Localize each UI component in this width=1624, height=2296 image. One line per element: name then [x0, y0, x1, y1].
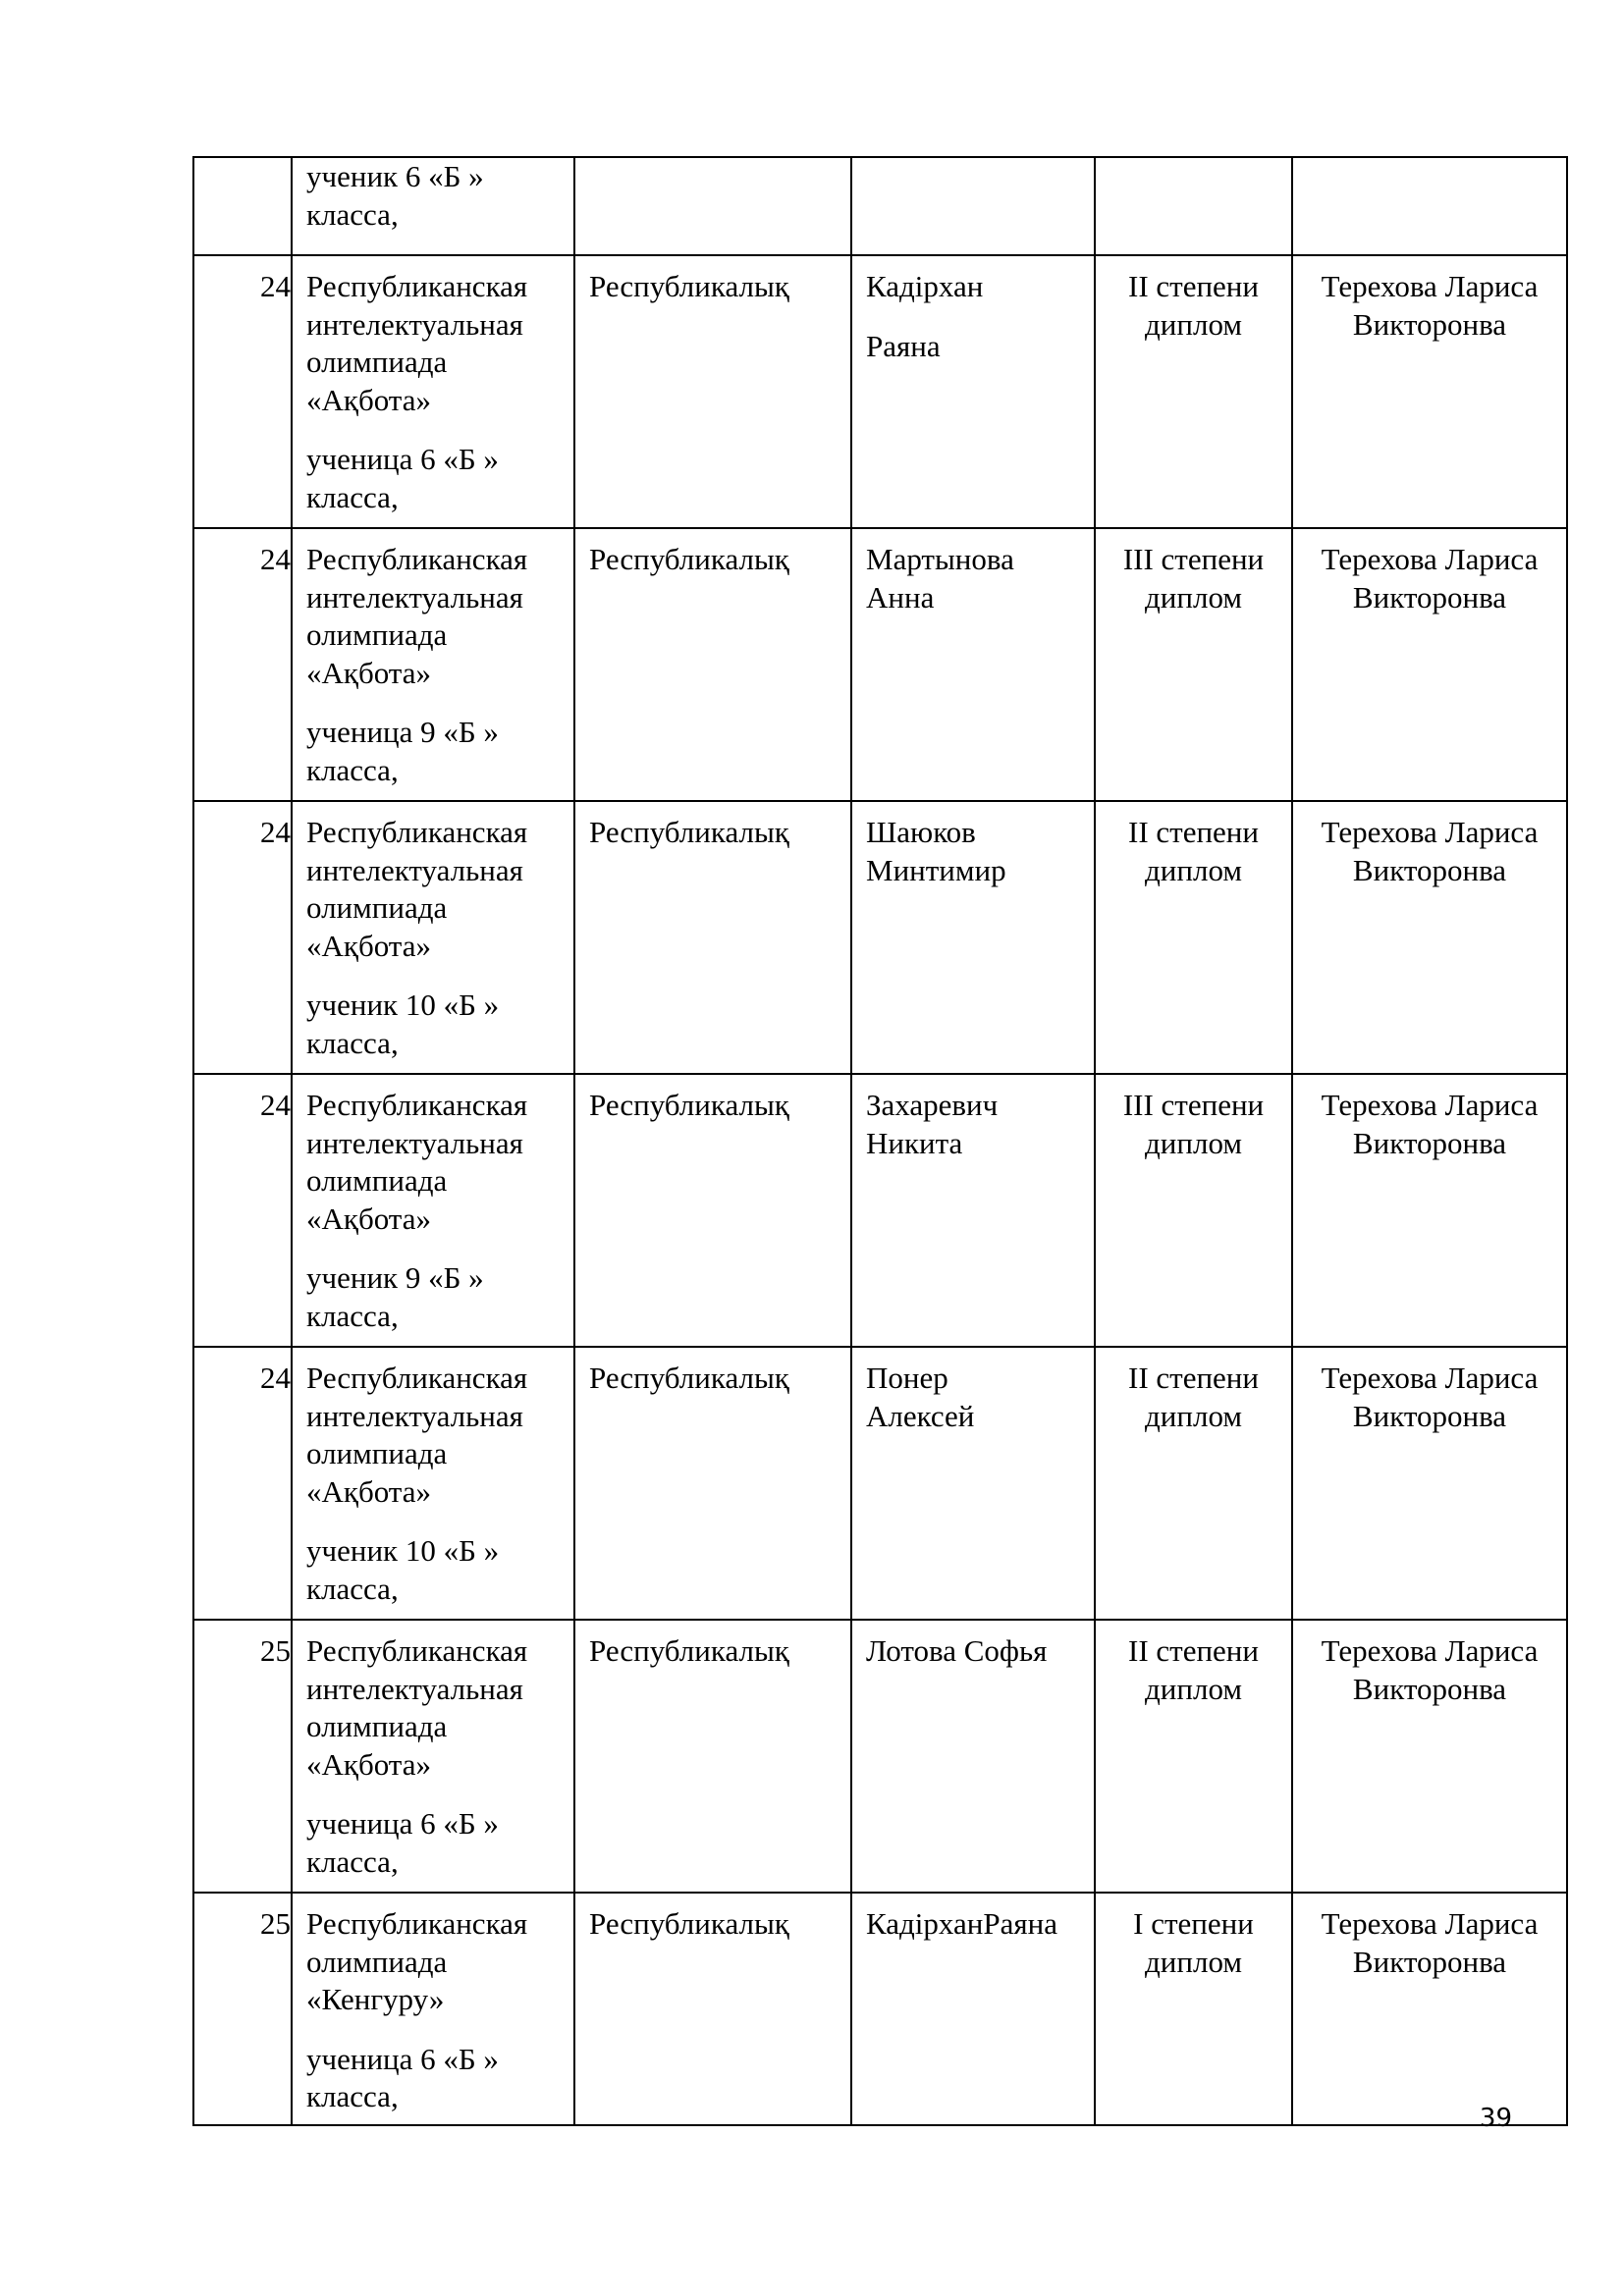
teacher-line: Терехова Лариса	[1321, 1633, 1539, 1668]
student-line: ученица 6 «Б »	[306, 1806, 499, 1841]
row-number: 24	[260, 269, 291, 303]
student-line: ученик 9 «Б »	[306, 1260, 484, 1295]
award-cell	[1095, 801, 1292, 1074]
row-number: 25	[260, 1633, 291, 1668]
student-line: ученик 10 «Б »	[306, 988, 500, 1022]
award-cell	[1095, 255, 1292, 528]
row-number: 24	[260, 1088, 291, 1122]
event-line: интелектуальная	[306, 1398, 523, 1433]
participant-name-line: Шаюков	[866, 815, 976, 849]
participant-name-line: Алексей	[866, 1398, 975, 1433]
row-number: 24	[260, 815, 291, 849]
award-line: III степени	[1122, 1088, 1265, 1122]
award-line: I степени	[1133, 1906, 1254, 1941]
participant-name-line: Раяна	[866, 328, 941, 363]
teacher-cell	[1292, 255, 1567, 528]
event-line: Республиканская	[306, 815, 528, 849]
number-cell	[193, 1074, 292, 1347]
level-cell	[574, 528, 851, 801]
event-cell	[292, 157, 574, 255]
name-cell	[851, 1620, 1095, 1893]
award-cell	[1095, 1074, 1292, 1347]
level-text: Республикалық	[589, 1633, 789, 1668]
participant-name-line: Кадірхан	[866, 269, 984, 303]
teacher-line: Викторонва	[1352, 852, 1507, 887]
student-line: ученик 6 «Б »	[306, 159, 484, 193]
event-line: «Ақбота»	[306, 928, 431, 963]
teacher-line: Терехова Лариса	[1321, 1088, 1539, 1122]
table-row	[193, 801, 1567, 1074]
teacher-cell	[1292, 1074, 1567, 1347]
level-cell	[574, 255, 851, 528]
level-cell	[574, 1893, 851, 2125]
teacher-line: Викторонва	[1352, 1671, 1507, 1706]
event-line: олимпиада	[306, 890, 448, 925]
table-row-continued	[193, 157, 1567, 255]
event-cell	[292, 255, 574, 528]
level-text: Республикалық	[589, 269, 789, 303]
number-cell	[193, 801, 292, 1074]
teacher-line: Викторонва	[1352, 1944, 1507, 1979]
participant-name-line: Понер	[866, 1361, 948, 1395]
award-line: диплом	[1145, 1671, 1242, 1706]
teacher-cell	[1292, 157, 1567, 255]
award-line: диплом	[1145, 306, 1242, 342]
event-cell	[292, 1620, 574, 1893]
event-line: Республиканская	[306, 269, 528, 303]
student-line: ученица 9 «Б »	[306, 715, 499, 749]
level-cell	[574, 1347, 851, 1620]
event-line: Республиканская	[306, 1633, 528, 1668]
award-line: диплом	[1145, 1398, 1242, 1433]
teacher-line: Терехова Лариса	[1321, 1906, 1539, 1941]
number-cell	[193, 528, 292, 801]
student-line: класса,	[306, 2079, 399, 2113]
event-line: Республиканская	[306, 1361, 528, 1395]
award-cell	[1095, 157, 1292, 255]
event-line: «Ақбота»	[306, 1746, 431, 1782]
participant-name-line: Лотова Софья	[866, 1633, 1048, 1668]
event-line: олимпиада	[306, 617, 448, 652]
event-line: «Ақбота»	[306, 382, 431, 417]
level-text: Республикалық	[589, 542, 789, 576]
level-text: Республикалық	[589, 1088, 789, 1122]
participant-name-line: Мартынова	[866, 542, 1014, 576]
event-line: олимпиада	[306, 1709, 448, 1743]
name-cell	[851, 1074, 1095, 1347]
student-line: ученик 10 «Б »	[306, 1533, 500, 1568]
event-line: олимпиада	[306, 1944, 448, 1979]
number-cell	[193, 157, 292, 255]
row-number: 24	[260, 542, 291, 576]
participant-name-line: Захаревич	[866, 1088, 999, 1122]
teacher-cell	[1292, 1893, 1567, 2125]
event-line: интелектуальная	[306, 1671, 523, 1706]
table-row	[193, 1347, 1567, 1620]
award-line: диплом	[1145, 1944, 1242, 1979]
event-cell	[292, 1893, 574, 2125]
name-cell	[851, 157, 1095, 255]
student-line: класса,	[306, 752, 399, 787]
event-line: интелектуальная	[306, 579, 523, 614]
teacher-line: Викторонва	[1352, 1125, 1507, 1160]
level-cell	[574, 157, 851, 255]
number-cell	[193, 1893, 292, 2125]
level-text: Республикалық	[589, 815, 789, 849]
award-line: диплом	[1145, 852, 1242, 887]
event-line: Республиканская	[306, 542, 528, 576]
level-cell	[574, 801, 851, 1074]
teacher-line: Терехова Лариса	[1321, 1361, 1539, 1395]
award-line: II степени	[1128, 1361, 1259, 1395]
award-line: диплом	[1145, 1125, 1242, 1160]
student-line: класса,	[306, 479, 399, 514]
number-cell	[193, 1620, 292, 1893]
participant-name-line: Никита	[866, 1125, 963, 1160]
row-number: 24	[260, 1361, 291, 1395]
event-line: Республиканская	[306, 1906, 528, 1941]
participant-name-line: КадірханРаяна	[866, 1906, 1057, 1941]
teacher-cell	[1292, 528, 1567, 801]
student-line: класса,	[306, 1298, 399, 1333]
award-line: II степени	[1128, 815, 1259, 849]
event-line: интелектуальная	[306, 1125, 523, 1160]
event-line: Республиканская	[306, 1088, 528, 1122]
teacher-cell	[1292, 1620, 1567, 1893]
level-text: Республикалық	[589, 1906, 789, 1941]
table-row	[193, 1620, 1567, 1893]
student-line: класса,	[306, 196, 399, 232]
teacher-line: Терехова Лариса	[1321, 542, 1539, 576]
number-cell	[193, 255, 292, 528]
teacher-line: Викторонва	[1352, 579, 1507, 614]
student-line: класса,	[306, 1571, 399, 1606]
event-line: олимпиада	[306, 1163, 448, 1198]
name-cell	[851, 1347, 1095, 1620]
row-number: 25	[260, 1906, 291, 1941]
number-cell	[193, 1347, 292, 1620]
participant-name-line: Анна	[866, 579, 935, 614]
award-line: II степени	[1128, 269, 1259, 303]
teacher-line: Викторонва	[1352, 306, 1507, 342]
event-line: «Ақбота»	[306, 1473, 431, 1509]
student-line: ученица 6 «Б »	[306, 2041, 499, 2076]
event-cell	[292, 1347, 574, 1620]
event-line: интелектуальная	[306, 852, 523, 887]
award-line: III степени	[1122, 542, 1265, 576]
name-cell	[851, 255, 1095, 528]
event-line: «Ақбота»	[306, 1201, 431, 1236]
page-number: 39	[1479, 2104, 1512, 2133]
event-line: интелектуальная	[306, 306, 523, 342]
event-cell	[292, 528, 574, 801]
results-table	[192, 156, 1568, 2126]
teacher-cell	[1292, 801, 1567, 1074]
award-cell	[1095, 528, 1292, 801]
award-cell	[1095, 1347, 1292, 1620]
student-line: класса,	[306, 1843, 399, 1879]
name-cell	[851, 528, 1095, 801]
name-cell	[851, 801, 1095, 1074]
participant-name-line: Минтимир	[866, 852, 1006, 887]
table-row	[193, 1074, 1567, 1347]
award-line: II степени	[1128, 1633, 1259, 1668]
event-line: «Кенгуру»	[306, 1982, 445, 2016]
level-text: Республикалық	[589, 1361, 789, 1395]
teacher-line: Терехова Лариса	[1321, 269, 1539, 303]
level-cell	[574, 1074, 851, 1347]
table-row	[193, 255, 1567, 528]
event-line: «Ақбота»	[306, 655, 431, 690]
event-cell	[292, 801, 574, 1074]
student-line: ученица 6 «Б »	[306, 442, 499, 476]
table-row	[193, 1893, 1567, 2125]
event-line: олимпиада	[306, 1436, 448, 1470]
teacher-cell	[1292, 1347, 1567, 1620]
teacher-line: Терехова Лариса	[1321, 815, 1539, 849]
name-cell	[851, 1893, 1095, 2125]
student-line: класса,	[306, 1025, 399, 1060]
award-line: диплом	[1145, 579, 1242, 614]
level-cell	[574, 1620, 851, 1893]
table-row	[193, 528, 1567, 801]
teacher-line: Викторонва	[1352, 1398, 1507, 1433]
award-cell	[1095, 1893, 1292, 2125]
event-cell	[292, 1074, 574, 1347]
award-cell	[1095, 1620, 1292, 1893]
event-line: олимпиада	[306, 345, 448, 379]
